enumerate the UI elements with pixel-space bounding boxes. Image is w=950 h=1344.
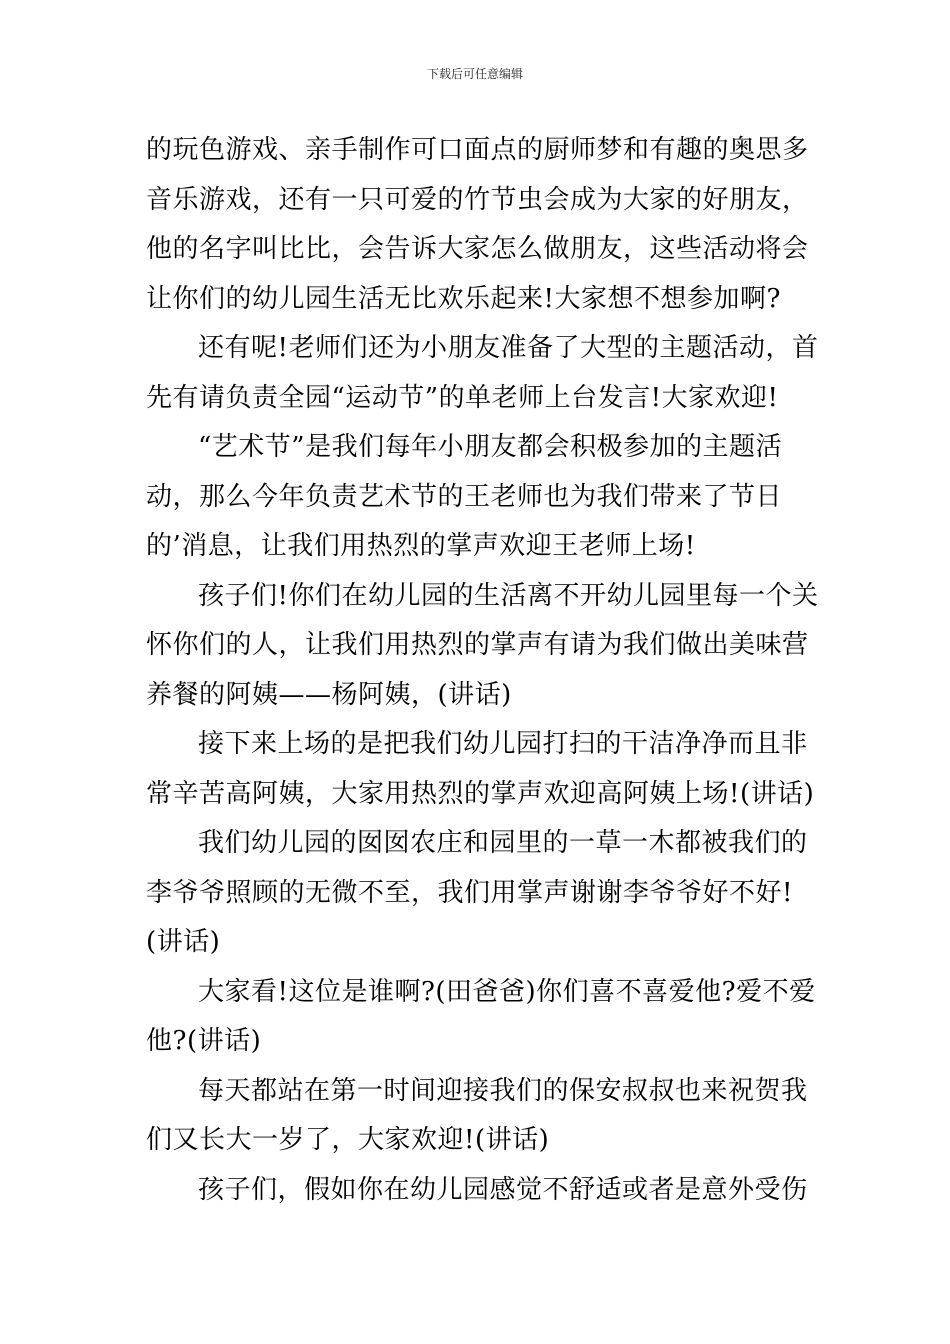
text-line: 每天都站在第一时间迎接我们的保安叔叔也来祝贺我: [198, 1075, 808, 1106]
text-line: 大家看!这位是谁啊?(田爸爸)你们喜不喜爱他?爱不爱: [198, 976, 816, 1007]
text-line: 先有请负责全园“运动节”的单老师上台发言!大家欢迎!: [146, 382, 779, 413]
text-line: 他?(讲话): [146, 1026, 262, 1056]
text-line: “艺术节”是我们每年小朋友都会积极参加的主题活: [198, 432, 783, 462]
text-line: 还有呢!老师们还为小朋友准备了大型的主题活动，首: [198, 333, 819, 363]
text-line: 养餐的阿姨——杨阿姨，(讲话): [146, 679, 512, 710]
text-line: 让你们的幼儿园生活无比欢乐起来!大家想不想参加啊?: [146, 283, 781, 314]
text-line: 李爷爷照顾的无微不至，我们用掌声谢谢李爷爷好不好!: [146, 877, 793, 908]
text-line: 怀你们的人，让我们用热烈的掌声有请为我们做出美味营: [146, 630, 809, 660]
paragraph: [146, 423, 806, 572]
text-line: (讲话): [146, 927, 221, 957]
text-line: 孩子们，假如你在幼儿园感觉不舒适或者是意外受伤: [198, 1174, 808, 1205]
paragraph: [146, 126, 809, 324]
paragraph: [146, 324, 819, 423]
text-line: 他的名字叫比比，会告诉大家怎么做朋友，这些活动将会: [146, 234, 809, 264]
paragraph: [146, 968, 816, 1067]
text-line: 的玩色游戏、亲手制作可口面点的厨师梦和有趣的奥思多: [146, 135, 809, 165]
text-line: 音乐游戏，还有一只可爱的竹节虫会成为大家的好朋友，: [146, 184, 809, 215]
paragraph: [146, 720, 815, 819]
paragraph: [146, 819, 806, 968]
text-line: 动，那么今年负责艺术节的王老师也为我们带来了节日: [146, 481, 783, 512]
text-line: 我们幼儿园的囡囡农庄和园里的一草一木都被我们的: [198, 828, 808, 858]
text-line: 们又长大一岁了，大家欢迎!(讲话): [146, 1125, 550, 1155]
text-line: 常辛苦高阿姨，大家用热烈的掌声欢迎高阿姨上场!(讲话): [146, 778, 815, 809]
document-body: [146, 126, 819, 1215]
paragraph: [146, 572, 819, 721]
paragraph: [146, 1166, 806, 1216]
text-line: 孩子们!你们在幼儿园的生活离不开幼儿园里每一个关: [198, 580, 819, 611]
page-header: 下载后可任意编辑: [426, 67, 523, 81]
text-line: 的’消息，让我们用热烈的掌声欢迎王老师上场!: [146, 531, 696, 561]
text-line: 接下来上场的是把我们幼儿园打扫的干洁净净而且非: [198, 729, 808, 759]
paragraph: [146, 1067, 806, 1166]
